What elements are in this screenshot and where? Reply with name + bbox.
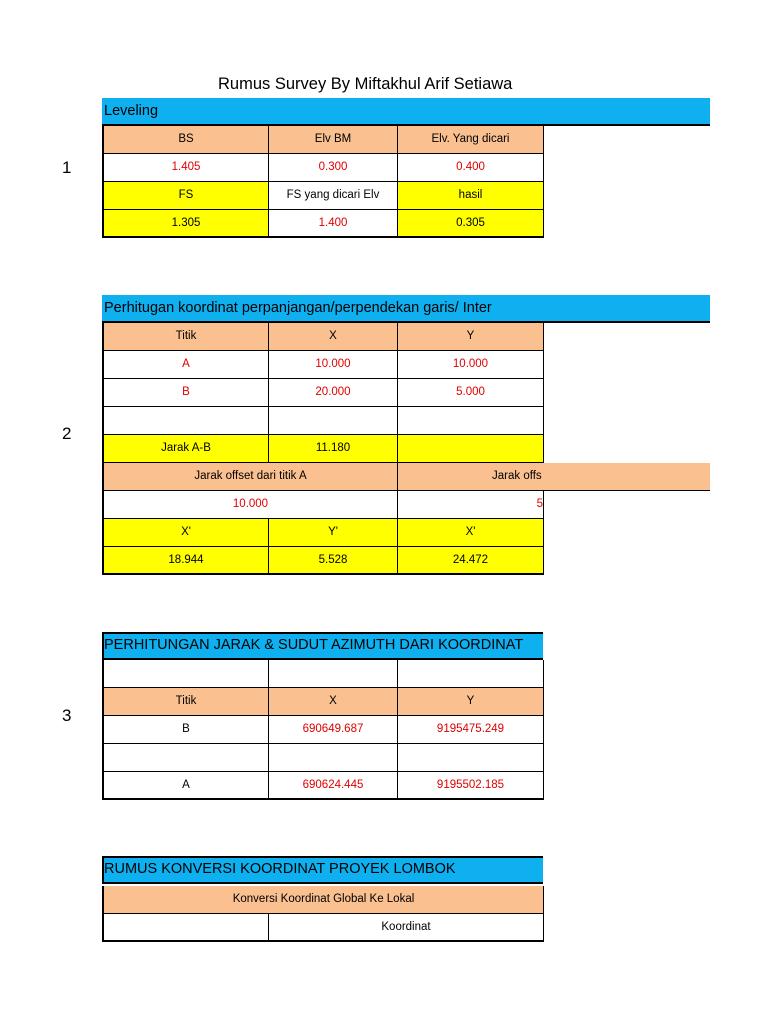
- cell-hasil-label[interactable]: hasil: [398, 182, 544, 210]
- azimuth-header: [102, 632, 543, 660]
- cell-jarak-value[interactable]: 11.180: [269, 435, 398, 463]
- cell-konversi-subheader[interactable]: Konversi Koordinat Global Ke Lokal: [102, 886, 544, 914]
- cell-point-b-y[interactable]: 5.000: [398, 379, 544, 407]
- cell-x-header[interactable]: X: [269, 688, 398, 716]
- koordinat-header-text: Perhitugan koordinat perpanjangan/perpendekan garis/ Inter: [104, 300, 492, 316]
- cell-hasil-value[interactable]: 0.305: [398, 210, 544, 238]
- cell-empty[interactable]: [398, 435, 544, 463]
- cell-empty[interactable]: [398, 744, 544, 772]
- konversi-header-text: RUMUS KONVERSI KOORDINAT PROYEK LOMBOK: [104, 861, 456, 877]
- section-number-3: 3: [62, 706, 72, 725]
- cell-fs-dicari-value[interactable]: 1.400: [269, 210, 398, 238]
- cell-result-x2-value[interactable]: 24.472: [398, 547, 544, 575]
- azimuth-header-text: PERHITUNGAN JARAK & SUDUT AZIMUTH DARI KOORDINAT: [104, 637, 524, 653]
- cell-y-header[interactable]: Y: [398, 323, 544, 351]
- cell-x-header[interactable]: X: [269, 323, 398, 351]
- section-number-2: 2: [62, 424, 72, 443]
- cell-point-a-name[interactable]: A: [102, 351, 269, 379]
- cell-point-b-name[interactable]: B: [102, 379, 269, 407]
- cell-offset-b-label[interactable]: Jarak offs: [398, 463, 710, 491]
- cell-point-a-x[interactable]: 10.000: [269, 351, 398, 379]
- cell-empty[interactable]: [102, 660, 269, 688]
- cell-offset-a-value[interactable]: 10.000: [102, 491, 398, 519]
- cell-result-y-header[interactable]: Y': [269, 519, 398, 547]
- cell-elv-dicari-label[interactable]: Elv. Yang dicari: [398, 126, 544, 154]
- cell-result-y-value[interactable]: 5.528: [269, 547, 398, 575]
- cell-empty[interactable]: [269, 744, 398, 772]
- leveling-header-text: Leveling: [104, 103, 159, 119]
- cell-point-a-y[interactable]: 10.000: [398, 351, 544, 379]
- cell-result-x-header[interactable]: X': [102, 519, 269, 547]
- cell-point-b-x[interactable]: 690649.687: [269, 716, 398, 744]
- cell-empty[interactable]: [398, 660, 544, 688]
- cell-point-b-y[interactable]: 9195475.249: [398, 716, 544, 744]
- cell-titik-header[interactable]: Titik: [102, 688, 269, 716]
- cell-empty[interactable]: [102, 914, 269, 942]
- cell-empty[interactable]: [269, 660, 398, 688]
- cell-point-b-x[interactable]: 20.000: [269, 379, 398, 407]
- cell-bs-label[interactable]: BS: [102, 126, 269, 154]
- cell-result-x-value[interactable]: 18.944: [102, 547, 269, 575]
- cell-fs-value[interactable]: 1.305: [102, 210, 269, 238]
- konversi-header: [102, 856, 543, 884]
- cell-fs-label[interactable]: FS: [102, 182, 269, 210]
- cell-y-header[interactable]: Y: [398, 688, 544, 716]
- cell-empty[interactable]: [398, 407, 544, 435]
- cell-result-x2-header[interactable]: X': [398, 519, 544, 547]
- page-title: Rumus Survey By Miftakhul Arif Setiawa: [218, 75, 513, 93]
- cell-empty[interactable]: [269, 407, 398, 435]
- koordinat-header: [102, 295, 710, 323]
- cell-point-a-y[interactable]: 9195502.185: [398, 772, 544, 800]
- cell-fs-dicari-label[interactable]: FS yang dicari Elv: [269, 182, 398, 210]
- cell-elv-dicari-value[interactable]: 0.400: [398, 154, 544, 182]
- cell-elv-bm-value[interactable]: 0.300: [269, 154, 398, 182]
- cell-bs-value[interactable]: 1.405: [102, 154, 269, 182]
- cell-point-a-name[interactable]: A: [102, 772, 269, 800]
- cell-elv-bm-label[interactable]: Elv BM: [269, 126, 398, 154]
- cell-empty[interactable]: [102, 407, 269, 435]
- leveling-header: [102, 98, 710, 126]
- cell-offset-b-value[interactable]: 5: [398, 491, 544, 519]
- cell-point-a-x[interactable]: 690624.445: [269, 772, 398, 800]
- cell-empty[interactable]: [102, 744, 269, 772]
- cell-titik-header[interactable]: Titik: [102, 323, 269, 351]
- cell-offset-a-label[interactable]: Jarak offset dari titik A: [102, 463, 398, 491]
- cell-koordinat-label[interactable]: Koordinat: [269, 914, 544, 942]
- cell-point-b-name[interactable]: B: [102, 716, 269, 744]
- section-number-1: 1: [62, 158, 72, 177]
- cell-jarak-label[interactable]: Jarak A-B: [102, 435, 269, 463]
